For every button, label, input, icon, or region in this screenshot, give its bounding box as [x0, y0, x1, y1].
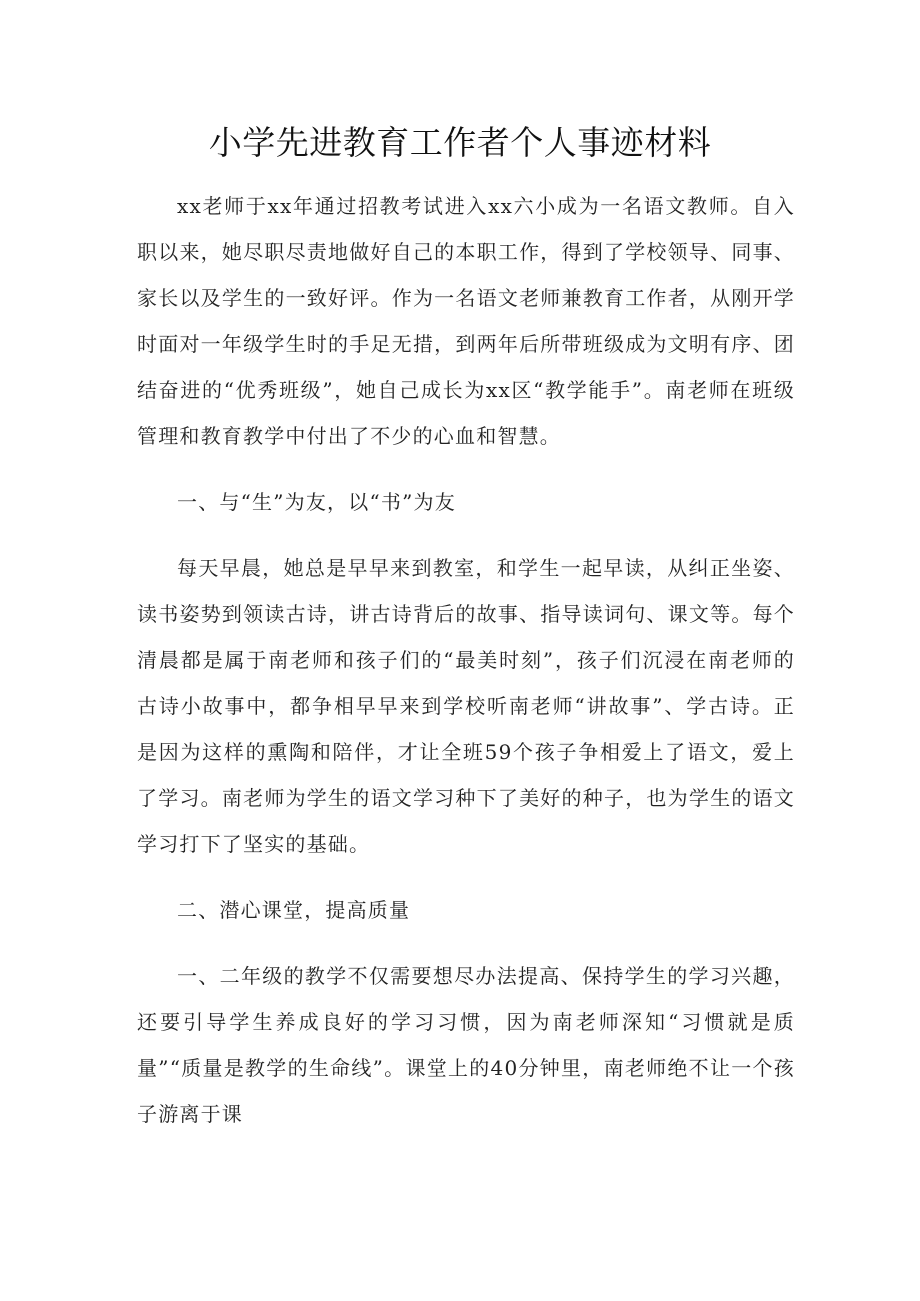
document-title: 小学先进教育工作者个人事迹材料	[208, 123, 712, 162]
section-heading-1: 一、与“生”为友，以“书”为友	[177, 490, 456, 514]
section-2-paragraph: 一、二年级的教学不仅需要想尽办法提高、保持学生的学习兴趣，还要引导学生养成良好的学习习惯，因为南老师深知“习惯就是质量”“质量是教学的生命线”。课堂上的40分钟里，南老师绝不让一个孩子游离于课	[137, 964, 795, 1126]
intro-paragraph: xx老师于xx年通过招教考试进入xx六小成为一名语文教师。自入职以来，她尽职尽责地做好自己的本职工作，得到了学校领导、同事、家长以及学生的一致好评。作为一名语文老师兼教育工作者，从刚开学时面对一年级学生时的手足无措，到两年后所带班级成为文明有序、团结奋进的“优秀班级”，她自己成长为xx区“教学能手”。南老师在班级管理和教育教学中付出了不少的心血和智慧。	[137, 194, 795, 448]
document-body	[137, 183, 795, 1137]
section-heading-2: 二、潜心课堂，提高质量	[177, 898, 411, 922]
section-1-paragraph: 每天早晨，她总是早早来到教室，和学生一起早读，从纠正坐姿、读书姿势到领读古诗，讲古诗背后的故事、指导读词句、课文等。每个清晨都是属于南老师和孩子们的“最美时刻”，孩子们沉浸在南老师的古诗小故事中，都争相早早来到学校听南老师“讲故事”、学古诗。正是因为这样的熏陶和陪伴，才让全班59个孩子争相爱上了语文，爱上了学习。南老师为学生的语文学习种下了美好的种子，也为学生的语文学习打下了坚实的基础。	[137, 556, 795, 856]
